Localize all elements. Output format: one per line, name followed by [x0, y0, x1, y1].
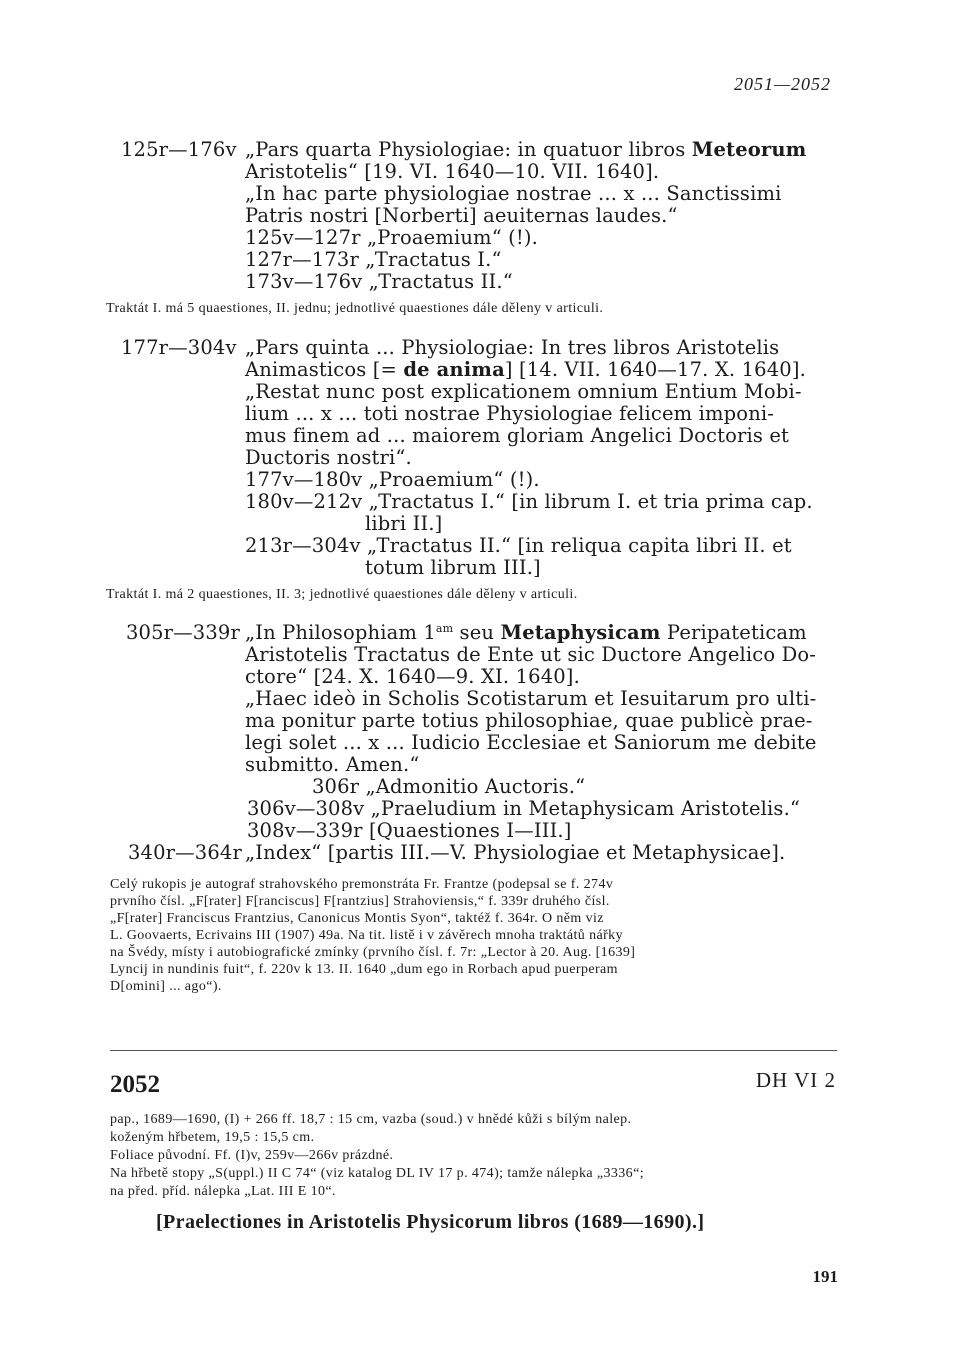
- text-line: ma ponitur parte totius philosophiae, quae publicè prae-: [245, 709, 813, 732]
- desc-line: koženým hřbetem, 19,5 : 15,5 cm.: [110, 1130, 315, 1145]
- note-line: Traktát I. má 2 quaestiones, II. 3; jednotlivé quaestiones dále děleny v articuli.: [106, 587, 578, 602]
- text-line: lium ... x ... toti nostrae Physiologiae felicem imponi-: [245, 402, 775, 425]
- text-line: „Index“ [partis III.—V. Physiologiae et Metaphysicae].: [245, 841, 786, 864]
- note-line: Lyncij in nundinis fuit“, f. 220v k 13. II. 1640 „dum ego in Rorbach apud puerperam: [110, 962, 618, 977]
- folio-range: 177r—304v: [121, 336, 237, 359]
- note-line: L. Goovaerts, Ecrivains III (1907) 49a. Na tit. listě i v závěrech mnoha traktátů nářky: [110, 928, 623, 943]
- note-line: D[omini] ... ago“).: [110, 979, 222, 994]
- text-line: 173v—176v „Tractatus II.“: [245, 270, 513, 293]
- text-span: „In Philosophiam 1: [245, 621, 436, 644]
- text-line: 180v—212v „Tractatus I.“ [in librum I. et tria prima cap.: [245, 490, 813, 513]
- note-line: na Švédy, místy i autobiografické zmínky (prvního čísl. f. 7r: „Lector à 20. Aug. [1639]: [110, 945, 636, 960]
- text-line: Aristotelis“ [19. VI. 1640—10. VII. 1640].: [245, 160, 660, 183]
- work-title: [Praelectiones in Aristotelis Physicorum libros (1689—1690).]: [156, 1211, 705, 1233]
- text-line: 306v—308v „Praeludium in Metaphysicam Aristotelis.“: [247, 797, 801, 820]
- text-line: libri II.]: [365, 512, 443, 535]
- text-line: [245, 140, 806, 160]
- text-line: ctore“ [24. X. 1640—9. XI. 1640].: [245, 665, 580, 688]
- text-line: 125v—127r „Proaemium“ (!).: [245, 226, 539, 249]
- text-line: [245, 623, 807, 643]
- bold-term: Meteorum: [691, 138, 807, 161]
- entry-number: 2052: [110, 1071, 160, 1098]
- text-span: Peripateticam: [660, 621, 807, 644]
- shelf-signature: DH VI 2: [755, 1068, 836, 1092]
- desc-line: Na hřbetě stopy „S(uppl.) II C 74“ (viz katalog DL IV 17 p. 474); tamže nálepka „3336“;: [110, 1166, 644, 1181]
- folio-range: 125r—176v: [121, 138, 237, 161]
- text-line: 306r „Admonitio Auctoris.“: [312, 775, 586, 798]
- text-line: 127r—173r „Tractatus I.“: [245, 248, 502, 271]
- text-line: totum librum III.]: [365, 556, 541, 579]
- superscript: am: [435, 622, 454, 635]
- desc-line: na před. příd. nálepka „Lat. III E 10“.: [110, 1184, 336, 1199]
- bold-term: de anima: [403, 358, 505, 381]
- text-line: legi solet ... x ... Iudicio Ecclesiae et Saniorum me debite: [245, 731, 817, 754]
- text-span: seu: [453, 621, 501, 644]
- folio-range: 340r—364r: [128, 841, 242, 864]
- text-line: Ductoris nostri“.: [245, 446, 412, 469]
- text-line: mus finem ad ... maiorem gloriam Angelici Doctoris et: [245, 424, 790, 447]
- separator-rule: [110, 1050, 837, 1051]
- bold-term: Metaphysicam: [500, 621, 661, 644]
- text-span: Animasticos [=: [245, 358, 404, 381]
- text-line: submitto. Amen.“: [245, 753, 420, 776]
- folio-range: 305r—339r: [126, 621, 240, 644]
- text-line: [245, 360, 806, 380]
- note-line: prvního čísl. „F[rater] F[ranciscus] F[rantzius] Strahoviensis,“ f. 339r druhého čísl.: [110, 894, 610, 909]
- text-line: Patris nostri [Norberti] aeuiternas laudes.“: [245, 204, 678, 227]
- page-number: 191: [812, 1267, 838, 1286]
- note-line: Celý rukopis je autograf strahovského premonstráta Fr. Frantze (podepsal se f. 274v: [110, 877, 614, 892]
- note-line: Traktát I. má 5 quaestiones, II. jednu; jednotlivé quaestiones dále děleny v articuli.: [106, 301, 604, 316]
- text-span: „Pars quarta Physiologiae: in quatuor libros: [245, 138, 692, 161]
- desc-line: Foliace původní. Ff. (I)v, 259v—266v prázdné.: [110, 1148, 394, 1163]
- text-line: „Haec ideò in Scholis Scotistarum et Iesuitarum pro ulti-: [245, 687, 817, 710]
- text-line: 177v—180v „Proaemium“ (!).: [245, 468, 540, 491]
- desc-line: pap., 1689—1690, (I) + 266 ff. 18,7 : 15 cm, vazba (soud.) v hnědé kůži s bílým nalep.: [110, 1112, 632, 1127]
- text-line: „In hac parte physiologiae nostrae ... x ... Sanctissimi: [245, 182, 782, 205]
- text-line: „Restat nunc post explicationem omnium Entium Mobi-: [245, 380, 802, 403]
- text-line: Aristotelis Tractatus de Ente ut sic Ductore Angelico Do-: [245, 643, 817, 666]
- text-line: 308v—339r [Quaestiones I—III.]: [247, 819, 572, 842]
- text-line: 213r—304v „Tractatus II.“ [in reliqua capita libri II. et: [245, 534, 792, 557]
- running-head: 2051—2052: [733, 74, 831, 94]
- text-line: „Pars quinta ... Physiologiae: In tres libros Aristotelis: [245, 336, 780, 359]
- note-line: „F[rater] Franciscus Frantzius, Canonicus Montis Syon“, taktéž f. 364r. O něm viz: [110, 911, 604, 926]
- text-span: ] [14. VII. 1640—17. X. 1640].: [504, 358, 806, 381]
